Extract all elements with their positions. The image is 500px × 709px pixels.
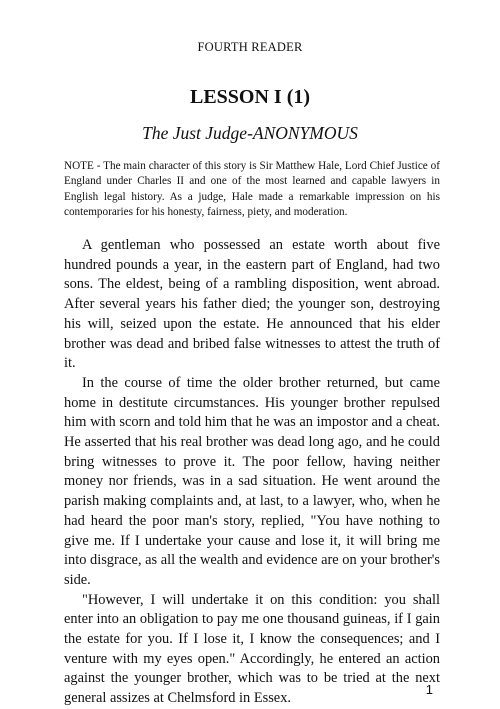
running-head: FOURTH READER: [197, 40, 303, 54]
editor-note: NOTE - The main character of this story is Sir Matthew Hale, Lord Chief Justice of England under Charles II and one of the most learned and capable lawyers in English legal history. As a judge, Hale made a remarkable impression on his contemporaries for his honesty, fairness, piety, and moderation.: [64, 160, 440, 218]
lesson-subtitle: The Just Judge-ANONYMOUS: [142, 123, 358, 143]
story-paragraph: A gentleman who possessed an estate worth about five hundred pounds a year, in the eastern part of England, had two sons. The eldest, being of a rambling disposition, went abroad. After several years his father died; the younger son, destroying his will, seized upon the estate. He announced that his elder brother was dead and bribed false witnesses to attest the truth of it.: [64, 237, 440, 372]
story-paragraph: In the course of time the older brother returned, but came home in destitute circumstances. His younger brother repulsed him with scorn and told him that he was an impostor and a cheat. He asserted that his real brother was dead long ago, and he could bring witnesses to prove it. The poor fellow, having neither money nor friends, was in a sad situation. He went around the parish making complaints and, at last, to a lawyer, who, when he had heard the poor man's story, replied, "You have nothing to give me. If I undertake your cause and lose it, it will bring me into disgrace, as all the wealth and evidence are on your brother's side.: [64, 374, 440, 588]
story-body: [64, 236, 440, 709]
page-number: 1: [425, 682, 433, 697]
lesson-title: LESSON I (1): [189, 86, 311, 108]
story-paragraph: "However, I will undertake it on this condition: you shall enter into an obligation to pay me one thousand guineas, if I gain the estate for you. If I lose it, I know the consequences; and I venture with my eyes open." Accordingly, he entered an action against the younger brother, which was to be tried at the next general assizes at Chelmsford in Essex.: [64, 591, 440, 707]
